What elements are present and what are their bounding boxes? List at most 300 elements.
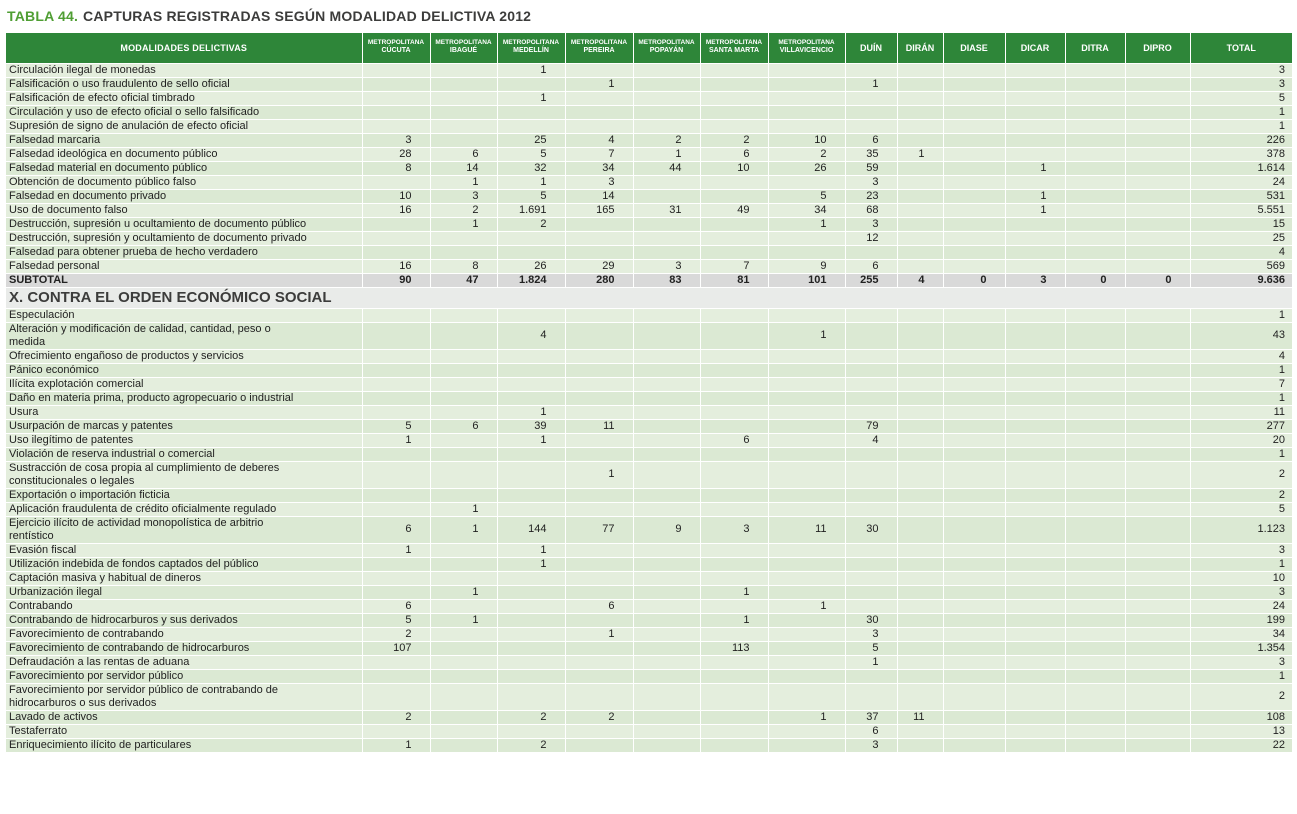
value-cell [700,322,768,349]
value-cell [1005,669,1065,683]
value-cell: 6 [430,419,497,433]
row-label: Especulación [6,308,362,322]
value-cell [943,259,1005,273]
value-cell [768,669,845,683]
value-cell [943,161,1005,175]
value-cell: 11 [565,419,633,433]
column-header [943,33,1005,63]
value-cell [1005,683,1065,710]
value-cell: 28 [362,147,430,161]
value-cell [633,447,700,461]
value-cell [1065,363,1125,377]
value-cell [943,571,1005,585]
value-cell: 49 [700,203,768,217]
value-cell [1005,77,1065,91]
value-cell [845,488,897,502]
value-cell [897,91,943,105]
value-cell [845,105,897,119]
column-header-line2: DIASE [960,42,988,53]
value-cell [768,641,845,655]
row-total: 1 [1190,119,1292,133]
value-cell: 1 [430,516,497,543]
value-cell [362,377,430,391]
value-cell [565,433,633,447]
value-cell [943,516,1005,543]
value-cell [633,231,700,245]
value-cell [362,571,430,585]
value-cell [633,461,700,488]
row-total: 3 [1190,63,1292,77]
value-cell [565,119,633,133]
value-cell [430,377,497,391]
column-header [1005,33,1065,63]
value-cell: 31 [633,203,700,217]
row-total: 4 [1190,245,1292,259]
value-cell [1065,599,1125,613]
value-cell: 7 [700,259,768,273]
value-cell [1125,641,1190,655]
value-cell [1005,308,1065,322]
value-cell: 2 [497,710,565,724]
value-cell [845,245,897,259]
row-total: 3 [1190,585,1292,599]
value-cell [1125,189,1190,203]
value-cell: 3 [430,189,497,203]
value-cell: 25 [497,133,565,147]
row-label: Uso de documento falso [6,203,362,217]
value-cell [1125,133,1190,147]
value-cell: 7 [565,147,633,161]
value-cell [1005,63,1065,77]
value-cell [700,231,768,245]
value-cell [897,203,943,217]
value-cell [943,710,1005,724]
value-cell [362,391,430,405]
value-cell [430,669,497,683]
value-cell [1005,245,1065,259]
value-cell [497,377,565,391]
value-cell [633,349,700,363]
table-row [6,488,1292,502]
value-cell [1065,433,1125,447]
value-cell [897,133,943,147]
table-row [6,377,1292,391]
value-cell: 5 [845,641,897,655]
value-cell [897,322,943,349]
row-total: 199 [1190,613,1292,627]
value-cell: 34 [565,161,633,175]
value-cell: 107 [362,641,430,655]
value-cell [497,585,565,599]
value-cell [897,543,943,557]
value-cell [897,245,943,259]
value-cell: 1 [565,461,633,488]
value-cell [362,724,430,738]
value-cell: 3 [633,259,700,273]
value-cell [897,175,943,189]
table-row [6,391,1292,405]
value-cell [1065,391,1125,405]
value-cell [897,105,943,119]
value-cell [430,77,497,91]
value-cell [633,363,700,377]
value-cell [430,133,497,147]
value-cell [1005,738,1065,752]
value-cell: 35 [845,147,897,161]
column-header-line1: METROPOLITANA [705,39,763,47]
row-total: 25 [1190,231,1292,245]
value-cell [1125,175,1190,189]
value-cell [497,461,565,488]
value-cell: 9 [768,259,845,273]
value-cell [497,655,565,669]
value-cell [497,105,565,119]
value-cell [1005,627,1065,641]
value-cell [1125,363,1190,377]
value-cell [897,724,943,738]
value-cell [1005,119,1065,133]
value-cell [430,599,497,613]
table-row [6,419,1292,433]
value-cell: 5 [768,189,845,203]
value-cell [1005,641,1065,655]
section-header-row [6,287,1292,308]
value-cell [565,217,633,231]
value-cell [700,710,768,724]
row-total: 3 [1190,543,1292,557]
value-cell: 1.691 [497,203,565,217]
value-cell [362,461,430,488]
row-total: 24 [1190,175,1292,189]
value-cell [943,419,1005,433]
value-cell [700,217,768,231]
value-cell: 1 [845,77,897,91]
value-cell: 144 [497,516,565,543]
value-cell [943,461,1005,488]
value-cell [565,91,633,105]
value-cell: 1 [430,585,497,599]
value-cell: 23 [845,189,897,203]
value-cell [700,405,768,419]
table-row [6,203,1292,217]
table-row [6,447,1292,461]
column-header-line1: METROPOLITANA [435,39,492,47]
value-cell: 6 [430,147,497,161]
value-cell [497,245,565,259]
column-header-line2: MEDELLÍN [513,47,549,55]
row-total: 108 [1190,710,1292,724]
value-cell [1065,683,1125,710]
value-cell [1005,377,1065,391]
value-cell [897,217,943,231]
value-cell [768,738,845,752]
value-cell [430,461,497,488]
value-cell [430,245,497,259]
value-cell [1125,217,1190,231]
value-cell [768,488,845,502]
value-cell [700,245,768,259]
row-label: Falsedad ideológica en documento público [6,147,362,161]
row-total: 5 [1190,91,1292,105]
value-cell [700,461,768,488]
value-cell [362,245,430,259]
value-cell [430,391,497,405]
value-cell [362,119,430,133]
value-cell [700,488,768,502]
table-row [6,502,1292,516]
value-cell [897,419,943,433]
column-header-line2: DICAR [1020,42,1050,53]
value-cell [1125,419,1190,433]
table-row [6,599,1292,613]
value-cell: 4 [565,133,633,147]
value-cell [362,322,430,349]
value-cell [362,585,430,599]
column-header-line2: IBAGUÉ [449,47,478,55]
table-number: TABLA 44. [7,8,79,24]
table-row [6,349,1292,363]
value-cell [845,322,897,349]
value-cell [943,641,1005,655]
value-cell [1005,447,1065,461]
value-cell [565,613,633,627]
value-cell [633,599,700,613]
column-header [633,33,700,63]
value-cell [1125,77,1190,91]
value-cell [1065,175,1125,189]
value-cell: 1 [497,63,565,77]
table-row [6,245,1292,259]
value-cell [497,447,565,461]
value-cell: 113 [700,641,768,655]
row-label: SUBTOTAL [6,273,362,287]
row-label: Circulación ilegal de monedas [6,63,362,77]
column-header-line1: METROPOLITANA [367,39,425,47]
value-cell [1065,738,1125,752]
value-cell [943,119,1005,133]
column-header-line2: DUÍN [860,42,882,53]
value-cell [1065,231,1125,245]
value-cell [1125,161,1190,175]
value-cell [1065,105,1125,119]
value-cell [943,599,1005,613]
value-cell: 5 [497,147,565,161]
value-cell [943,349,1005,363]
value-cell [565,447,633,461]
value-cell [1005,724,1065,738]
value-cell: 1 [897,147,943,161]
value-cell [1125,585,1190,599]
column-header-line2: DIPRO [1143,42,1172,53]
value-cell [1065,613,1125,627]
value-cell [1125,683,1190,710]
row-total: 3 [1190,655,1292,669]
table-row [6,641,1292,655]
value-cell [430,349,497,363]
value-cell: 3 [845,627,897,641]
value-cell [633,119,700,133]
value-cell: 10 [768,133,845,147]
value-cell: 0 [1065,273,1125,287]
value-cell [1125,349,1190,363]
value-cell [897,488,943,502]
value-cell [943,613,1005,627]
value-cell [633,738,700,752]
value-cell [362,557,430,571]
value-cell [1005,516,1065,543]
value-cell: 37 [845,710,897,724]
value-cell: 1 [497,405,565,419]
value-cell [430,308,497,322]
value-cell [768,349,845,363]
value-cell: 2 [497,738,565,752]
value-cell [497,502,565,516]
value-cell [430,627,497,641]
value-cell [768,447,845,461]
value-cell [943,363,1005,377]
value-cell [633,245,700,259]
value-cell: 1 [362,543,430,557]
section-title: X. CONTRA EL ORDEN ECONÓMICO SOCIAL [6,287,1292,308]
value-cell [1125,447,1190,461]
value-cell [1125,599,1190,613]
value-cell [768,433,845,447]
value-cell [768,119,845,133]
value-cell [1065,710,1125,724]
column-header-line2: POPAYÁN [649,47,684,55]
value-cell [943,585,1005,599]
value-cell: 8 [430,259,497,273]
value-cell [1065,724,1125,738]
value-cell [1125,245,1190,259]
value-cell [1065,77,1125,91]
value-cell [565,245,633,259]
value-cell [1005,543,1065,557]
value-cell: 101 [768,273,845,287]
table-row [6,724,1292,738]
row-total: 20 [1190,433,1292,447]
row-label: Falsedad material en documento público [6,161,362,175]
value-cell: 1 [768,322,845,349]
value-cell [700,738,768,752]
value-cell [1065,419,1125,433]
value-cell [565,724,633,738]
value-cell [943,405,1005,419]
row-total: 34 [1190,627,1292,641]
row-label: Favorecimiento por servidor público de contrabando de hidrocarburos o sus derivados [6,683,362,710]
value-cell [700,419,768,433]
value-cell [362,502,430,516]
value-cell [943,63,1005,77]
value-cell [497,613,565,627]
value-cell [1125,433,1190,447]
value-cell [845,349,897,363]
value-cell [430,543,497,557]
table-row [6,405,1292,419]
row-label: Destrucción, supresión u ocultamiento de documento público [6,217,362,231]
value-cell [633,419,700,433]
row-label: Favorecimiento por servidor público [6,669,362,683]
value-cell [1125,724,1190,738]
row-label: Enriquecimiento ilícito de particulares [6,738,362,752]
value-cell [1005,655,1065,669]
value-cell [1065,461,1125,488]
value-cell [633,724,700,738]
value-cell [565,683,633,710]
value-cell [700,349,768,363]
value-cell [1065,259,1125,273]
value-cell [897,613,943,627]
column-header [497,33,565,63]
value-cell [700,175,768,189]
table-row [6,585,1292,599]
value-cell [768,105,845,119]
value-cell [1005,147,1065,161]
value-cell [362,655,430,669]
value-cell [430,105,497,119]
column-header [430,33,497,63]
row-total: 10 [1190,571,1292,585]
value-cell [565,391,633,405]
value-cell [1065,543,1125,557]
value-cell: 6 [362,516,430,543]
value-cell: 2 [565,710,633,724]
row-label: Ofrecimiento engañoso de productos y servicios [6,349,362,363]
value-cell [845,571,897,585]
value-cell [633,669,700,683]
value-cell [565,363,633,377]
value-cell: 1 [565,627,633,641]
value-cell: 2 [497,217,565,231]
value-cell [1125,627,1190,641]
value-cell [565,655,633,669]
value-cell [1125,669,1190,683]
value-cell [943,724,1005,738]
value-cell [362,231,430,245]
value-cell: 280 [565,273,633,287]
value-cell [1065,669,1125,683]
row-label: Falsedad para obtener prueba de hecho verdadero [6,245,362,259]
value-cell [362,63,430,77]
value-cell [1125,231,1190,245]
value-cell [362,669,430,683]
value-cell [943,627,1005,641]
value-cell [1065,502,1125,516]
value-cell [768,724,845,738]
row-total: 2 [1190,461,1292,488]
table-title [7,8,1292,24]
value-cell [1005,231,1065,245]
value-cell: 1 [768,710,845,724]
value-cell: 5 [362,613,430,627]
value-cell [1065,447,1125,461]
value-cell: 47 [430,273,497,287]
row-label: Circulación y uso de efecto oficial o sello falsificado [6,105,362,119]
value-cell: 6 [845,259,897,273]
value-cell [1125,203,1190,217]
value-cell [700,599,768,613]
value-cell [565,63,633,77]
row-label: Falsedad marcaria [6,133,362,147]
value-cell [1005,133,1065,147]
row-total: 531 [1190,189,1292,203]
table-row [6,105,1292,119]
value-cell: 39 [497,419,565,433]
value-cell: 5 [497,189,565,203]
value-cell: 4 [845,433,897,447]
value-cell: 30 [845,613,897,627]
value-cell: 10 [700,161,768,175]
